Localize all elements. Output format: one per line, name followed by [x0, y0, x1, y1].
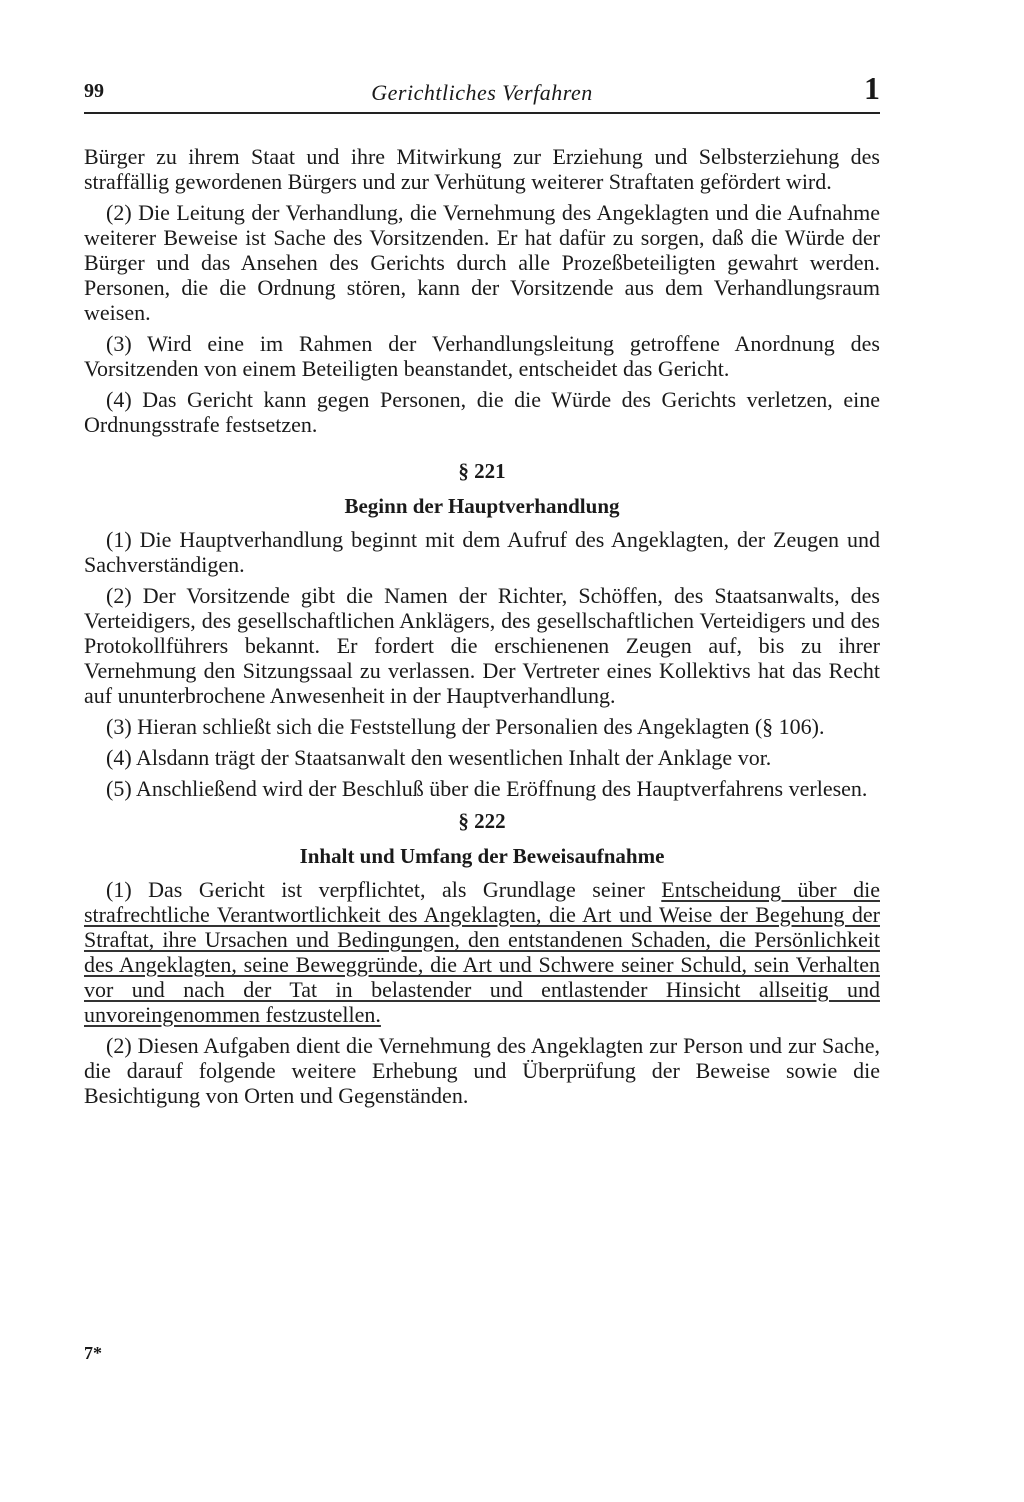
paragraph-4: (4) Das Gericht kann gegen Personen, die die Würde des Gerichts verletzen, eine Ordnungsstrafe festsetzen.	[84, 387, 880, 437]
document-page	[84, 68, 880, 1468]
section-221-paragraph-4: (4) Alsdann trägt der Staatsanwalt den wesentlichen Inhalt der Anklage vor.	[106, 745, 772, 770]
continued-paragraph: Bürger zu ihrem Staat und ihre Mitwirkung zur Erziehung und Selbsterziehung des straffällig gewordenen Bürgers und zur Verhütung weiterer Straftaten gefördert wird.	[84, 144, 880, 194]
paragraph-2: (2) Die Leitung der Verhandlung, die Vernehmung des Angeklagten und die Aufnahme weiterer Beweise ist Sache des Vorsitzenden. Er hat dafür zu sorgen, daß die Würde der Bürger und das Ansehen des Gerichts durch alle Prozeßbeteiligten gewahrt werden. Personen, die die Ordnung stören, kann der Vorsitzende aus dem Verhandlungsraum weisen.	[84, 200, 880, 325]
body-text	[84, 144, 880, 1108]
page-header	[84, 68, 880, 114]
section-221-paragraph-5: (5) Anschließend wird der Beschluß über die Eröffnung des Hauptverfahrens verlesen.	[106, 776, 868, 801]
signature-mark: 7*	[84, 1343, 102, 1363]
section-222-title: Inhalt und Umfang der Beweisaufnahme	[299, 844, 665, 868]
section-222-paragraph-1	[84, 877, 880, 1027]
section-221-paragraph-1: (1) Die Hauptverhandlung beginnt mit dem Aufruf des Angeklagten, der Zeugen und Sachverständigen.	[84, 527, 880, 577]
page-number: 99	[84, 80, 104, 102]
running-title: Gerichtliches Verfahren	[371, 80, 593, 105]
handwritten-underlined-passage: Entscheidung über die strafrechtliche Verantwortlichkeit des Angeklagten, die Art und Weise der Begehung der Straftat, ihre Ursachen und Bedingungen, den entstandenen Schaden, die Persönlichkeit des Angeklagten, seine Beweggründe, die Art und Schwere seiner Schuld, sein Verhalten vor und nach der Tat in belastender und entlastender Hinsicht allseitig und unvoreingenommen festzustellen.	[84, 877, 880, 1027]
section-221-title: Beginn der Hauptverhandlung	[344, 494, 620, 518]
section-221-paragraph-2: (2) Der Vorsitzende gibt die Namen der Richter, Schöffen, des Staatsanwalts, des Verteidigers, des gesellschaftlichen Anklägers, des gesellschaftlichen Verteidigers und des Protokollführers bekannt. Er fordert die erschienenen Zeugen auf, bis zu ihrer Vernehmung den Sitzungssaal zu verlassen. Der Vertreter eines Kollektivs hat das Recht auf ununterbrochene Anwesenheit in der Hauptverhandlung.	[84, 583, 880, 708]
section-221-number: § 221	[458, 459, 506, 483]
chapter-number: 1	[864, 70, 880, 106]
section-222-number: § 222	[458, 809, 506, 833]
paragraph-3: (3) Wird eine im Rahmen der Verhandlungsleitung getroffene Anordnung des Vorsitzenden von einem Beteiligten beanstandet, entscheidet das Gericht.	[84, 331, 880, 381]
section-222-paragraph-1-start: (1) Das Gericht ist verpflichtet, als Grundlage seiner	[106, 877, 662, 902]
section-221-paragraph-3: (3) Hieran schließt sich die Feststellung der Personalien des Angeklagten (§ 106).	[106, 714, 825, 739]
section-222-paragraph-2: (2) Diesen Aufgaben dient die Vernehmung des Angeklagten zur Person und zur Sache, die darauf folgende weitere Erhebung und Überprüfung der Beweise sowie die Besichtigung von Orten und Gegenständen.	[84, 1033, 880, 1108]
